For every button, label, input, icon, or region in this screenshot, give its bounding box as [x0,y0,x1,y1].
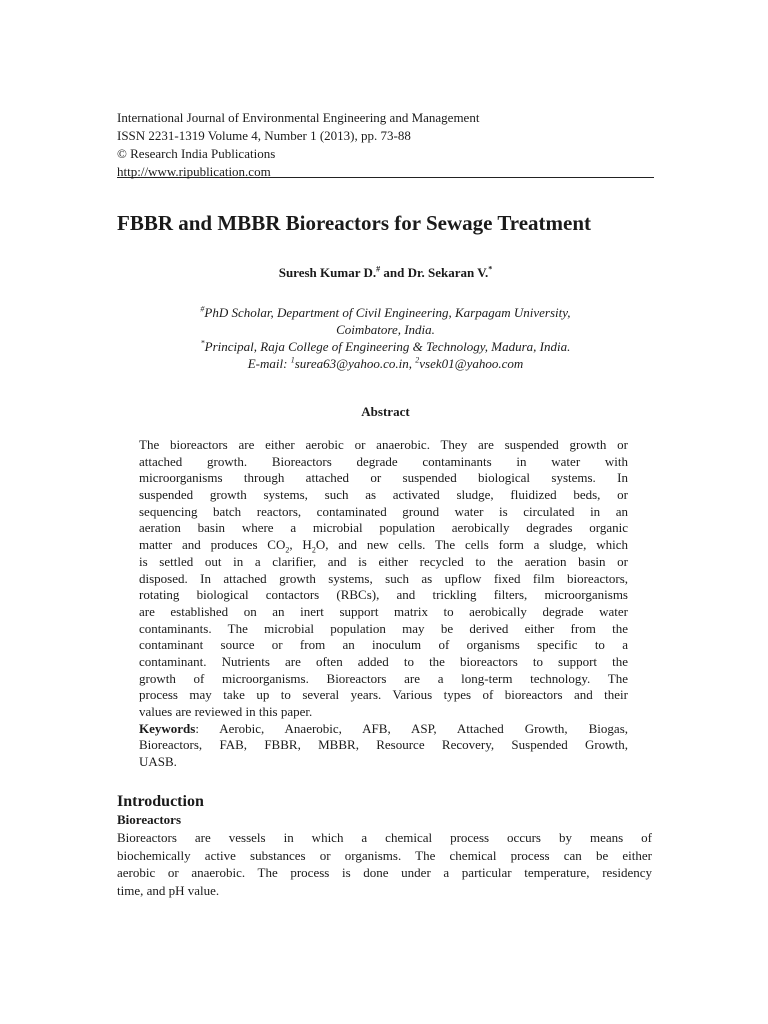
abstract-body [139,437,628,771]
author-line [117,265,654,281]
abstract-line: suspended growth systems, such as activated sludge, fluidized beds, or [139,487,628,503]
abstract-line: attached growth. Bioreactors degrade contaminants in water with [139,453,628,469]
journal-header [117,109,654,181]
chem-sub-2: 2 [311,545,316,555]
body-line: biochemically active substances or organisms. The chemical process can be either [117,847,652,863]
abstract-line: are established on an inert support matrix to aerobically degrade water [139,603,628,619]
abstract-line: aeration basin where a microbial population aerobically degrades organic [139,520,628,536]
chem-text-c: O, and new cells. The cells form a sludge, which [315,537,628,553]
affiliation-1-mark: # [200,304,205,314]
abstract-line: rotating biological contactors (RBCs), and trickling filters, microorganisms [139,587,628,603]
author-2-mark: * [488,264,493,274]
keywords-label: Keywords [139,720,196,736]
body-line: aerobic or anaerobic. The process is done under a particular temperature, residency [117,865,652,880]
body-last-line: time, and pH value. [117,882,220,898]
abstract-line: contaminant. Nutrients are often added to the bioreactors to support the [139,653,628,669]
author-2: Dr. Sekaran V. [407,265,489,280]
journal-issn: ISSN 2231-1319 Volume 4, Number 1 (2013), pp. 73-88 [117,128,411,143]
body-line: Bioreactors are vessels in which a chemical process occurs by means of [117,830,652,845]
bioreactors-subheading: Bioreactors [117,812,182,827]
abstract-last-line: values are reviewed in this paper. [139,704,313,719]
author-1-mark: # [376,264,381,274]
abstract-heading: Abstract [361,404,410,419]
journal-url: http://www.ripublication.com [117,164,271,179]
author-conjunction: and [380,265,408,280]
email-1-mark: 1 [290,355,295,365]
abstract-line: microorganisms through attached or suspended biological systems. In [139,470,628,486]
email-2-mark: 2 [415,355,420,365]
affiliation-2-mark: * [200,338,205,348]
header-divider [117,177,654,178]
introduction-body [117,829,652,899]
affiliation-1-line-2: Coimbatore, India. [336,322,435,337]
email-1: surea63@yahoo.co.in, [294,356,416,371]
keywords-line-1 [139,721,628,738]
affiliations [117,304,654,372]
journal-publisher: © Research India Publications [117,146,276,161]
introduction-heading: Introduction [117,793,204,810]
paper-title: FBBR and MBBR Bioreactors for Sewage Treatment [117,211,592,235]
keywords-line-2: Bioreactors, FAB, FBBR, MBBR, Resource Recovery, Suspended Growth, [139,737,628,753]
abstract-line: contaminant source or from an inoculum of organisms specific to a [139,637,628,653]
abstract-line: sequencing batch reactors, contaminated ground water is circulated in an [139,503,628,519]
keywords-text-1: : Aerobic, Anaerobic, AFB, ASP, Attached Growth, Biogas, [195,720,628,736]
affiliation-2 [117,338,654,355]
abstract-line: disposed. In attached growth systems, such as upflow fixed film bioreactors, [139,570,628,586]
chem-text-a: matter and produces CO [139,537,286,553]
affiliation-1 [117,304,654,321]
abstract-line: contaminants. The microbial population may be derived either from the [139,620,628,636]
journal-name: International Journal of Environmental Engineering and Management [117,110,480,125]
abstract-chem-line [139,537,628,554]
email-2: vsek01@yahoo.com [419,356,524,371]
abstract-line: The bioreactors are either aerobic or anaerobic. They are suspended growth or [139,437,628,452]
chem-sub-1: 2 [285,545,290,555]
email-label: E-mail: [247,356,291,371]
abstract-line: is settled out in a clarifier, and is either recycled to the aeration basin or [139,553,628,569]
affiliation-1-line-1: PhD Scholar, Department of Civil Engineering, Karpagam University, [204,305,571,320]
author-1: Suresh Kumar D. [278,265,377,280]
affiliation-2-line: Principal, Raja College of Engineering & Technology, Madura, India. [204,339,571,354]
keywords-line-3: UASB. [139,754,177,770]
abstract-line: process may take up to several years. Various types of bioreactors and their [139,687,628,703]
chem-text-b: , H [289,537,312,553]
email-line [117,355,654,372]
abstract-line: growth of microorganisms. Bioreactors are a long-term technology. The [139,670,628,686]
